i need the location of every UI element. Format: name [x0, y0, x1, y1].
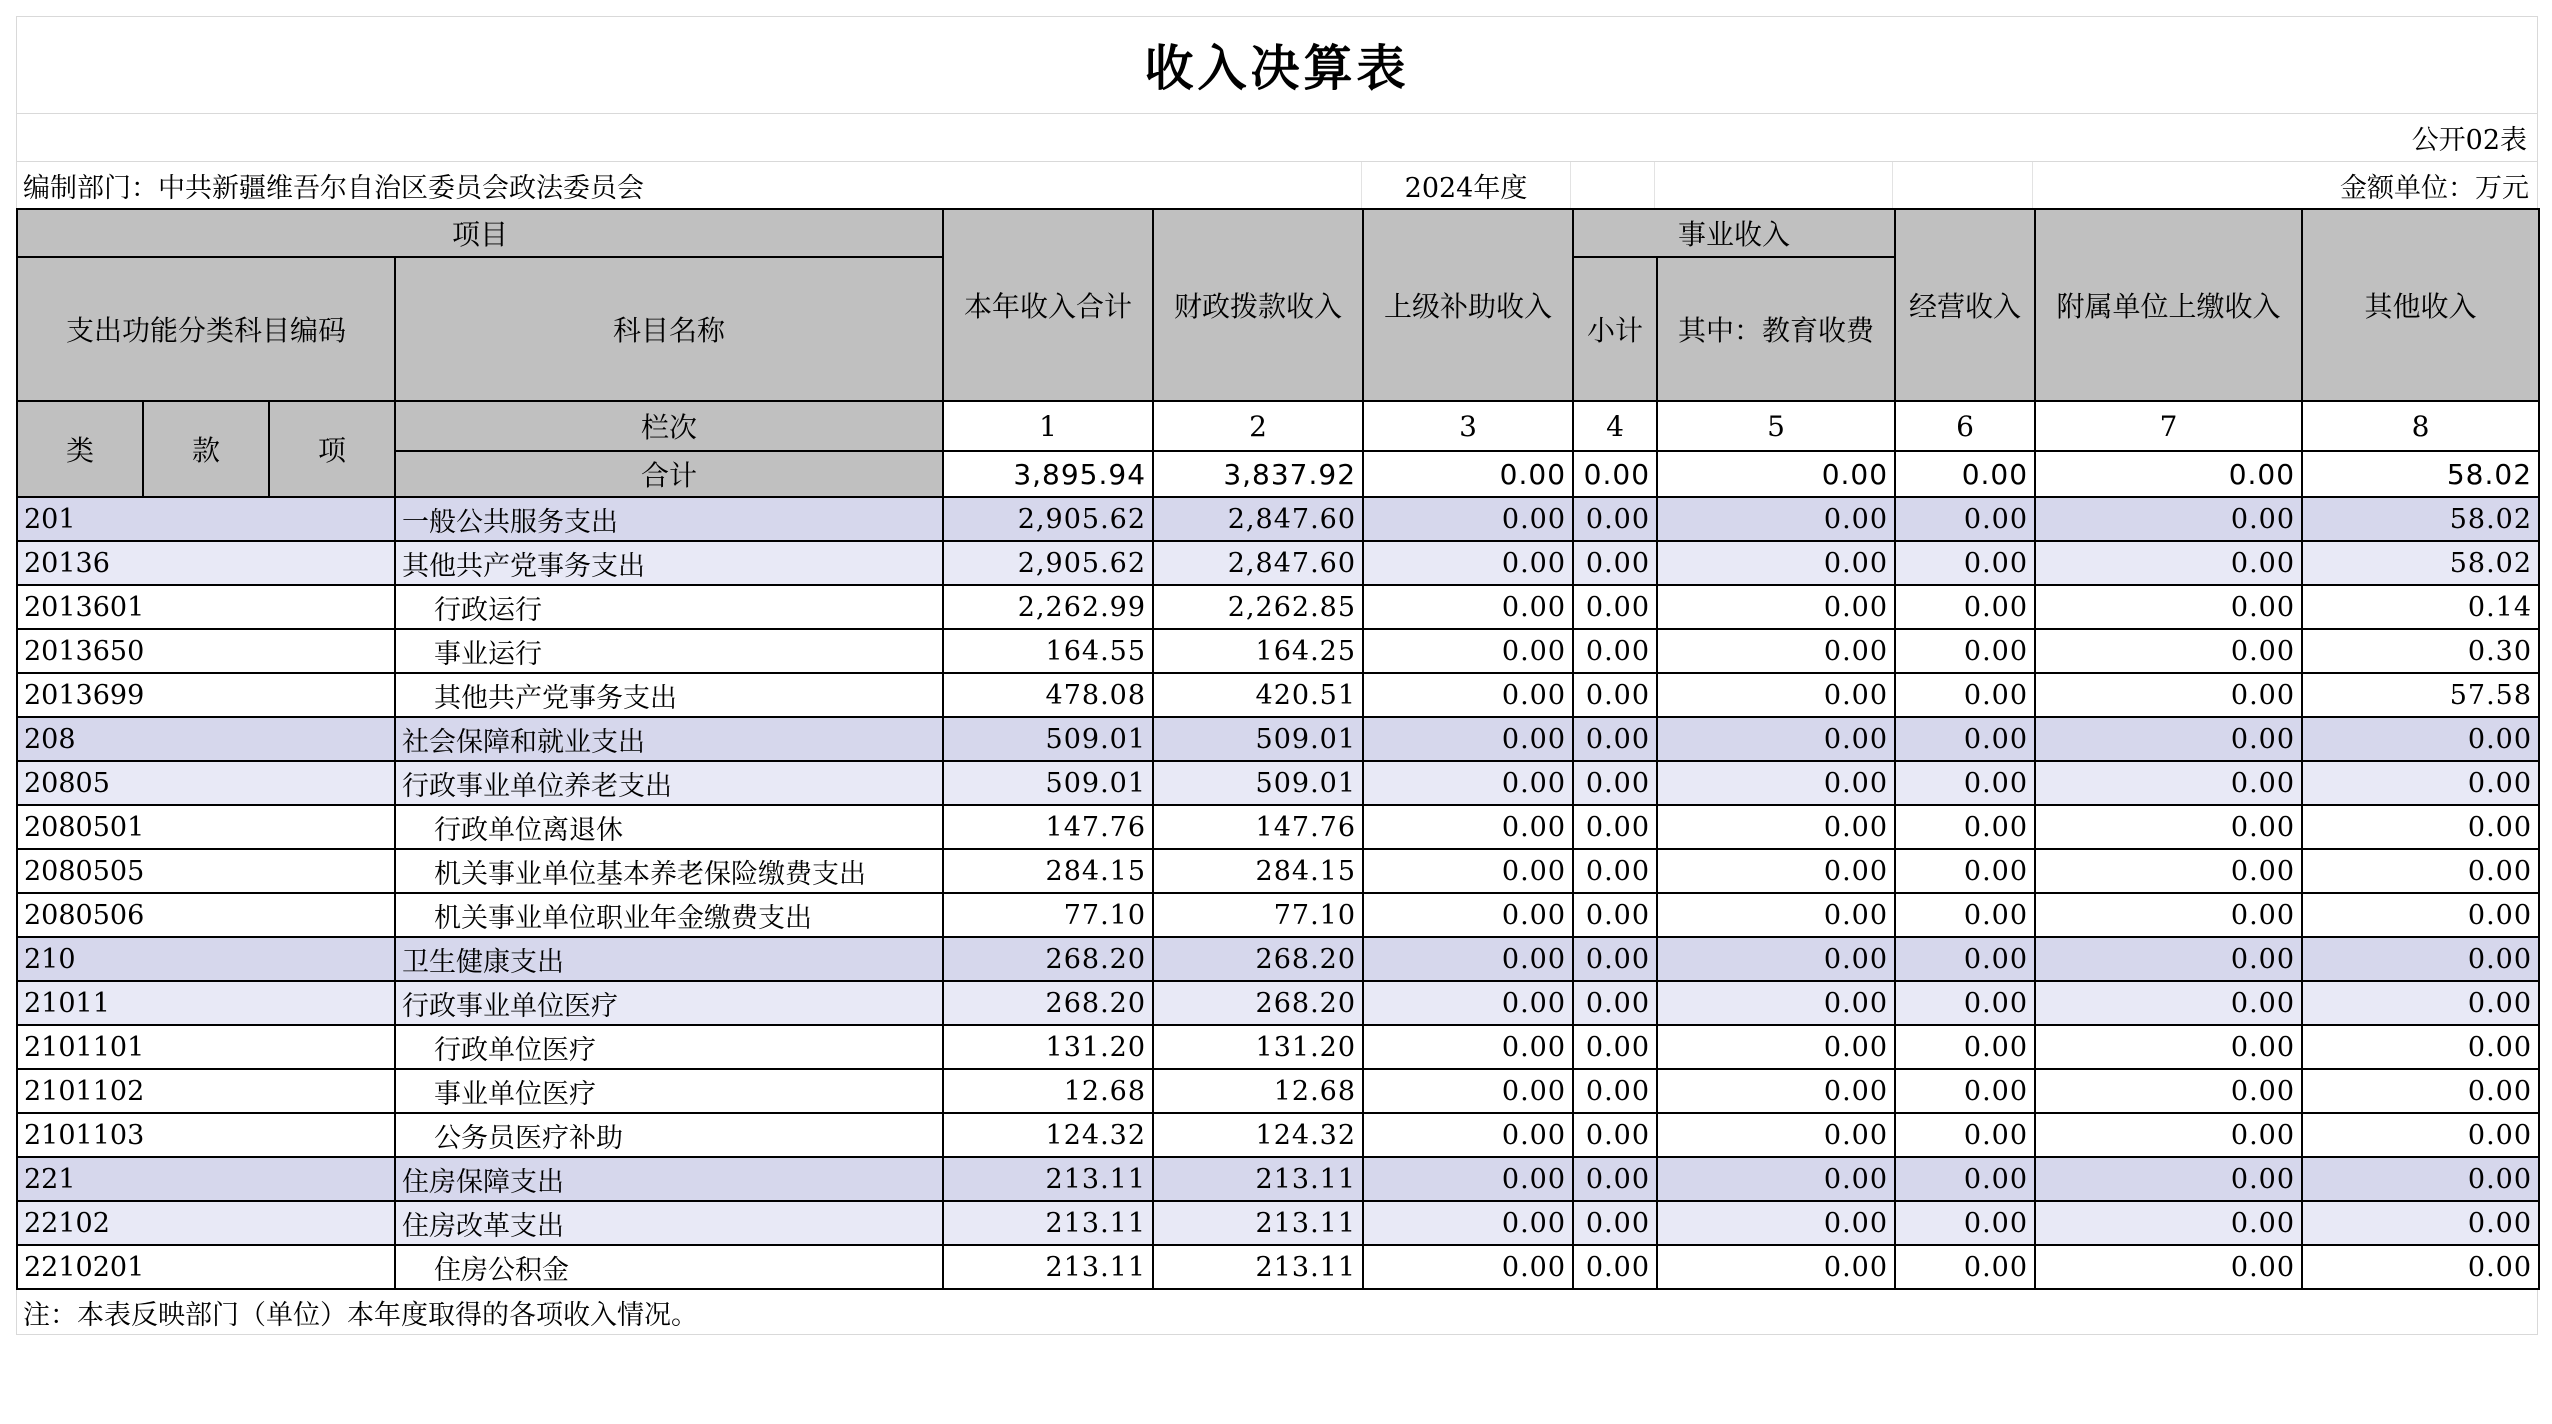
meta-row: [16, 162, 2538, 208]
table-row: [17, 1201, 2539, 1245]
amount-cell: 57.58: [2302, 673, 2539, 717]
table-row: [17, 761, 2539, 805]
department-label: 编制部门：中共新疆维吾尔自治区委员会政法委员会: [17, 162, 1362, 208]
amount-cell: 0.00: [1573, 629, 1657, 673]
amount-cell: 0.00: [1657, 805, 1895, 849]
fiscal-year: 2024年度: [1362, 162, 1571, 208]
amount-cell: 213.11: [943, 1201, 1153, 1245]
amount-cell: 0.00: [1657, 673, 1895, 717]
amount-cell: 0.00: [1573, 849, 1657, 893]
amount-cell: 0.00: [1895, 585, 2035, 629]
total-label: 合计: [395, 451, 943, 497]
amount-cell: 0.00: [2302, 1245, 2539, 1289]
amount-cell: 0.00: [2035, 937, 2302, 981]
amount-cell: 0.00: [1895, 1157, 2035, 1201]
header-lei: 类: [17, 401, 143, 497]
amount-cell: 0.00: [2302, 981, 2539, 1025]
amount-cell: 0.00: [1363, 1113, 1573, 1157]
subject-name: 住房保障支出: [395, 1157, 943, 1201]
amount-cell: 12.68: [943, 1069, 1153, 1113]
amount-cell: 0.00: [1895, 981, 2035, 1025]
amount-cell: 0.00: [1363, 981, 1573, 1025]
amount-cell: 0.00: [2035, 1025, 2302, 1069]
amount-cell: 0.00: [1573, 1069, 1657, 1113]
subject-name: 其他共产党事务支出: [395, 673, 943, 717]
amount-cell: 0.00: [1657, 629, 1895, 673]
amount-cell: 0.00: [1657, 849, 1895, 893]
amount-cell: 0.00: [1657, 1245, 1895, 1289]
amount-cell: 77.10: [1153, 893, 1363, 937]
amount-cell: 509.01: [943, 717, 1153, 761]
amount-cell: 0.00: [1363, 541, 1573, 585]
table-row: [17, 937, 2539, 981]
amount-cell: 0.00: [1657, 981, 1895, 1025]
amount-cell: 2,905.62: [943, 541, 1153, 585]
amount-cell: 0.00: [1573, 1157, 1657, 1201]
table-row: [17, 541, 2539, 585]
total-value: 0.00: [1363, 451, 1573, 497]
amount-cell: 77.10: [943, 893, 1153, 937]
amount-cell: 2,905.62: [943, 497, 1153, 541]
subject-code: 2013699: [17, 673, 395, 717]
amount-cell: 0.00: [2035, 805, 2302, 849]
header-edu-fee: 其中：教育收费: [1657, 257, 1895, 401]
subject-name: 一般公共服务支出: [395, 497, 943, 541]
income-final-accounts-sheet: [16, 16, 2538, 1335]
subject-name: 事业单位医疗: [395, 1069, 943, 1113]
amount-cell: 0.00: [1657, 585, 1895, 629]
amount-cell: 0.00: [2302, 717, 2539, 761]
amount-cell: 0.00: [1657, 761, 1895, 805]
amount-cell: 0.00: [1657, 497, 1895, 541]
amount-cell: 0.00: [1363, 1069, 1573, 1113]
header-fiscal: 财政拨款收入: [1153, 209, 1363, 401]
header-total-income: 本年收入合计: [943, 209, 1153, 401]
total-value: 3,837.92: [1153, 451, 1363, 497]
amount-cell: 0.00: [1363, 1157, 1573, 1201]
amount-cell: 0.00: [1895, 937, 2035, 981]
amount-cell: 0.00: [1363, 893, 1573, 937]
subject-name: 行政事业单位养老支出: [395, 761, 943, 805]
amount-cell: 0.00: [1573, 1113, 1657, 1157]
amount-cell: 0.00: [1573, 1025, 1657, 1069]
amount-cell: 131.20: [1153, 1025, 1363, 1069]
amount-cell: 0.00: [1657, 1113, 1895, 1157]
subject-name: 住房公积金: [395, 1245, 943, 1289]
amount-cell: 0.00: [1363, 629, 1573, 673]
amount-cell: 0.00: [2035, 629, 2302, 673]
table-row: [17, 585, 2539, 629]
amount-cell: 478.08: [943, 673, 1153, 717]
subject-code: 210: [17, 937, 395, 981]
col-num: 2: [1153, 401, 1363, 451]
blank-cell: [1655, 162, 1893, 208]
amount-cell: 58.02: [2302, 541, 2539, 585]
amount-cell: 2,847.60: [1153, 497, 1363, 541]
amount-cell: 0.00: [1573, 585, 1657, 629]
header-other: 其他收入: [2302, 209, 2539, 401]
income-table: [16, 208, 2540, 1290]
amount-cell: 0.00: [1895, 1069, 2035, 1113]
amount-cell: 0.00: [1573, 541, 1657, 585]
amount-cell: 0.00: [1895, 673, 2035, 717]
amount-cell: 268.20: [943, 937, 1153, 981]
amount-cell: 420.51: [1153, 673, 1363, 717]
amount-cell: 0.00: [2035, 1113, 2302, 1157]
header-operating: 经营收入: [1895, 209, 2035, 401]
amount-cell: 0.00: [1657, 1157, 1895, 1201]
amount-cell: 0.00: [1895, 541, 2035, 585]
col-num: 6: [1895, 401, 2035, 451]
amount-unit: 金额单位：万元: [2340, 172, 2529, 204]
subject-name: 公务员医疗补助: [395, 1113, 943, 1157]
amount-cell: 0.00: [1895, 761, 2035, 805]
amount-cell: 0.00: [2035, 1245, 2302, 1289]
subject-code: 20136: [17, 541, 395, 585]
amount-cell: 0.00: [1363, 761, 1573, 805]
amount-cell: 0.00: [2035, 673, 2302, 717]
amount-cell: 0.00: [2035, 1157, 2302, 1201]
header-name: 科目名称: [395, 257, 943, 401]
total-value: 0.00: [2035, 451, 2302, 497]
amount-cell: 0.00: [1363, 497, 1573, 541]
amount-cell: 0.00: [2302, 1157, 2539, 1201]
amount-cell: 0.00: [2302, 893, 2539, 937]
amount-cell: 12.68: [1153, 1069, 1363, 1113]
amount-cell: 0.00: [2035, 981, 2302, 1025]
header-xiang: 项: [269, 401, 395, 497]
amount-cell: 0.00: [1573, 1245, 1657, 1289]
amount-cell: 0.00: [1363, 1245, 1573, 1289]
amount-cell: 0.00: [2035, 893, 2302, 937]
amount-cell: 0.00: [2302, 1025, 2539, 1069]
subject-code: 201: [17, 497, 395, 541]
subject-code: 2013601: [17, 585, 395, 629]
amount-cell: 0.00: [2302, 937, 2539, 981]
amount-cell: 0.00: [1363, 585, 1573, 629]
subject-name: 行政运行: [395, 585, 943, 629]
subject-code: 2013650: [17, 629, 395, 673]
amount-cell: 0.00: [2302, 805, 2539, 849]
subject-name: 行政单位医疗: [395, 1025, 943, 1069]
header-subtotal: 小计: [1573, 257, 1657, 401]
subject-name: 社会保障和就业支出: [395, 717, 943, 761]
amount-cell: 0.00: [2035, 497, 2302, 541]
amount-cell: 213.11: [943, 1157, 1153, 1201]
subject-name: 行政事业单位医疗: [395, 981, 943, 1025]
amount-cell: 0.00: [2035, 1069, 2302, 1113]
header-superior: 上级补助收入: [1363, 209, 1573, 401]
amount-cell: 213.11: [1153, 1245, 1363, 1289]
subject-code: 20805: [17, 761, 395, 805]
amount-cell: 0.00: [2302, 1069, 2539, 1113]
subject-name: 住房改革支出: [395, 1201, 943, 1245]
amount-cell: 213.11: [943, 1245, 1153, 1289]
amount-cell: 0.00: [1363, 717, 1573, 761]
amount-cell: 0.00: [1363, 1025, 1573, 1069]
amount-cell: 0.00: [1573, 937, 1657, 981]
amount-cell: 0.30: [2302, 629, 2539, 673]
amount-cell: 0.00: [2302, 761, 2539, 805]
col-num: 8: [2302, 401, 2539, 451]
amount-cell: 0.00: [2035, 717, 2302, 761]
amount-cell: 0.00: [1573, 1201, 1657, 1245]
amount-cell: 0.00: [1895, 497, 2035, 541]
amount-cell: 268.20: [1153, 981, 1363, 1025]
amount-cell: 0.00: [1657, 541, 1895, 585]
amount-cell: 284.15: [1153, 849, 1363, 893]
subject-name: 事业运行: [395, 629, 943, 673]
form-number: 公开02表: [2411, 125, 2527, 156]
amount-cell: 0.00: [1657, 893, 1895, 937]
amount-cell: 284.15: [943, 849, 1153, 893]
amount-cell: 213.11: [1153, 1157, 1363, 1201]
footnote: 注：本表反映部门（单位）本年度取得的各项收入情况。: [16, 1290, 2538, 1335]
header-project: 项目: [17, 209, 943, 257]
amount-cell: 131.20: [943, 1025, 1153, 1069]
table-row: [17, 1025, 2539, 1069]
amount-cell: 0.00: [1573, 761, 1657, 805]
col-num: 3: [1363, 401, 1573, 451]
subject-name: 其他共产党事务支出: [395, 541, 943, 585]
amount-cell: 0.00: [1363, 673, 1573, 717]
amount-cell: 0.00: [2302, 849, 2539, 893]
amount-cell: 0.00: [1657, 717, 1895, 761]
amount-cell: 2,262.99: [943, 585, 1153, 629]
total-value: 0.00: [1895, 451, 2035, 497]
table-row: [17, 497, 2539, 541]
subject-code: 2101103: [17, 1113, 395, 1157]
amount-cell: 0.14: [2302, 585, 2539, 629]
amount-cell: 0.00: [1573, 981, 1657, 1025]
amount-cell: 0.00: [1895, 805, 2035, 849]
total-value: 0.00: [1573, 451, 1657, 497]
col-num: 5: [1657, 401, 1895, 451]
amount-cell: 0.00: [1573, 717, 1657, 761]
amount-cell: 0.00: [1657, 1069, 1895, 1113]
amount-cell: 164.25: [1153, 629, 1363, 673]
amount-cell: 213.11: [1153, 1201, 1363, 1245]
table-row: [17, 805, 2539, 849]
amount-cell: 164.55: [943, 629, 1153, 673]
amount-cell: 58.02: [2302, 497, 2539, 541]
amount-cell: 124.32: [1153, 1113, 1363, 1157]
amount-cell: 147.76: [1153, 805, 1363, 849]
amount-cell: 0.00: [2035, 541, 2302, 585]
amount-cell: 0.00: [1895, 1113, 2035, 1157]
table-row: [17, 1069, 2539, 1113]
amount-cell: 0.00: [1363, 849, 1573, 893]
amount-cell: 0.00: [1363, 805, 1573, 849]
amount-cell: 0.00: [1573, 497, 1657, 541]
table-row: [17, 673, 2539, 717]
blank-cell: [1893, 162, 2033, 208]
subject-code: 2080501: [17, 805, 395, 849]
amount-cell: 0.00: [2035, 1201, 2302, 1245]
amount-cell: 0.00: [1895, 849, 2035, 893]
table-row: [17, 1245, 2539, 1289]
total-row: [17, 451, 2539, 497]
amount-cell: 0.00: [1657, 1201, 1895, 1245]
blank-cell: [1571, 162, 1655, 208]
amount-cell: 0.00: [2035, 585, 2302, 629]
amount-cell: 268.20: [1153, 937, 1363, 981]
amount-cell: 0.00: [1657, 937, 1895, 981]
form-number-row: [16, 114, 2538, 162]
table-row: [17, 1157, 2539, 1201]
table-row: [17, 717, 2539, 761]
amount-cell: 0.00: [1895, 1201, 2035, 1245]
amount-cell: 509.01: [1153, 717, 1363, 761]
amount-cell: 0.00: [1573, 805, 1657, 849]
col-num: 1: [943, 401, 1153, 451]
col-num: 4: [1573, 401, 1657, 451]
header-affiliate: 附属单位上缴收入: [2035, 209, 2302, 401]
amount-cell: 2,847.60: [1153, 541, 1363, 585]
amount-cell: 0.00: [2035, 761, 2302, 805]
amount-cell: 268.20: [943, 981, 1153, 1025]
amount-cell: 2,262.85: [1153, 585, 1363, 629]
table-row: [17, 981, 2539, 1025]
amount-cell: 0.00: [1657, 1025, 1895, 1069]
amount-cell: 0.00: [1895, 1245, 2035, 1289]
header-business-income: 事业收入: [1573, 209, 1895, 257]
amount-cell: 124.32: [943, 1113, 1153, 1157]
subject-code: 208: [17, 717, 395, 761]
amount-cell: 0.00: [1363, 1201, 1573, 1245]
subject-name: 行政单位离退休: [395, 805, 943, 849]
subject-name: 机关事业单位职业年金缴费支出: [395, 893, 943, 937]
amount-cell: 0.00: [1895, 893, 2035, 937]
subject-code: 2080506: [17, 893, 395, 937]
subject-name: 卫生健康支出: [395, 937, 943, 981]
table-row: [17, 629, 2539, 673]
amount-cell: 509.01: [1153, 761, 1363, 805]
table-row: [17, 849, 2539, 893]
subject-code: 2101101: [17, 1025, 395, 1069]
table-row: [17, 893, 2539, 937]
amount-cell: 0.00: [1895, 1025, 2035, 1069]
table-body: [17, 497, 2539, 1289]
header-kuan: 款: [143, 401, 269, 497]
amount-cell: 509.01: [943, 761, 1153, 805]
subject-code: 2080505: [17, 849, 395, 893]
header-lanci: 栏次: [395, 401, 943, 451]
total-value: 58.02: [2302, 451, 2539, 497]
amount-cell: 0.00: [1895, 717, 2035, 761]
amount-cell: 0.00: [1363, 937, 1573, 981]
amount-cell: 0.00: [2035, 849, 2302, 893]
table-row: [17, 1113, 2539, 1157]
amount-cell: 147.76: [943, 805, 1153, 849]
subject-code: 21011: [17, 981, 395, 1025]
amount-cell: 0.00: [1573, 893, 1657, 937]
amount-cell: 0.00: [2302, 1113, 2539, 1157]
subject-code: 2210201: [17, 1245, 395, 1289]
subject-code: 22102: [17, 1201, 395, 1245]
total-value: 3,895.94: [943, 451, 1153, 497]
subject-code: 2101102: [17, 1069, 395, 1113]
header-code: 支出功能分类科目编码: [17, 257, 395, 401]
amount-cell: 0.00: [1895, 629, 2035, 673]
col-num: 7: [2035, 401, 2302, 451]
total-value: 0.00: [1657, 451, 1895, 497]
subject-code: 221: [17, 1157, 395, 1201]
amount-cell: 0.00: [2302, 1201, 2539, 1245]
table-header: [17, 209, 2539, 497]
subject-name: 机关事业单位基本养老保险缴费支出: [395, 849, 943, 893]
amount-cell: 0.00: [1573, 673, 1657, 717]
page-title: 收入决算表: [16, 16, 2538, 114]
